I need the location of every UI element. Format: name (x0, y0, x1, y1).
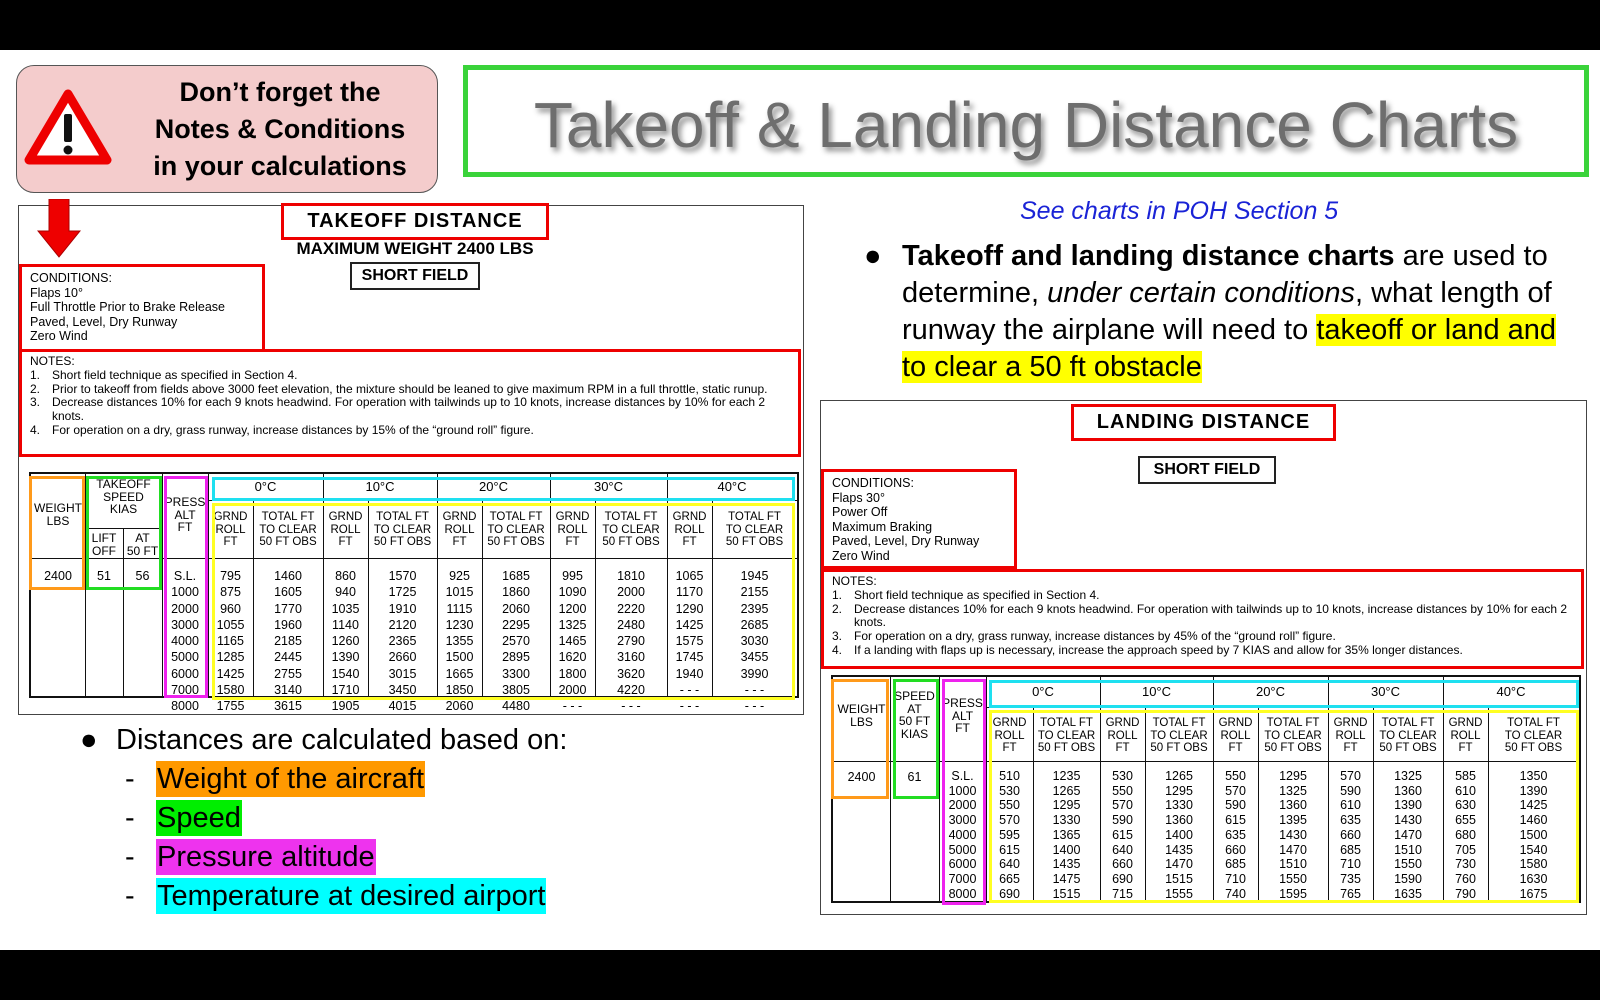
grnd-roll-header: GRND ROLL FT (672, 511, 707, 548)
total-distance-header: TOTAL FT TO CLEAR 50 FT OBS (1264, 717, 1322, 754)
italic-text: under certain conditions (1047, 277, 1355, 309)
total-distance-header: TOTAL FT TO CLEAR 50 FT OBS (487, 511, 545, 548)
note-number: 4. (832, 642, 843, 657)
distance-column: 995 1090 1200 1325 1465 1620 1800 2000 - - - (558, 569, 587, 714)
temp-header: 30°C (1370, 684, 1401, 699)
distance-column: 1235 1265 1295 1330 1365 1400 1435 1475 1515 (1052, 769, 1081, 901)
distance-column: 1810 2000 2220 2480 2790 3160 3620 4220 - - - (617, 569, 645, 714)
press-alt-header: PRESS ALT FT (164, 495, 206, 534)
note-text: For operation on a dry, grass runway, increase distances by 45% of the “ground roll” figure. (854, 629, 1336, 644)
title-frame (463, 65, 1589, 177)
condition-line: Flaps 10° (30, 285, 83, 300)
warning-line: Don’t forget the (179, 77, 381, 107)
note-text: Short field technique as specified in Section 4. (52, 367, 298, 382)
distance-column: 570 590 610 635 660 685 710 735 765 (1340, 769, 1361, 901)
distance-column: 1325 1360 1390 1430 1470 1510 1550 1590 1635 (1394, 769, 1422, 901)
note-number: 3. (30, 395, 41, 410)
note-text: Decrease distances 10% for each 9 knots headwind. For operation with tailwinds up to 10 knots, increase distances by 10% for each 2 knots. (52, 395, 766, 424)
temp-header: 10°C (1141, 684, 1172, 699)
total-distance-header: TOTAL FT TO CLEAR 50 FT OBS (1037, 717, 1096, 754)
grnd-roll-header: GRND ROLL FT (1448, 717, 1483, 754)
distance-column: 860 940 1035 1140 1260 1390 1540 1710 1905 (331, 569, 360, 714)
pressure-altitude-highlight (942, 679, 986, 905)
distance-column: 1460 1605 1770 1960 2185 2445 2755 3140 3615 (274, 569, 302, 714)
temp-header: 20°C (1255, 684, 1286, 699)
note-text: Short field technique as specified in Section 4. (854, 587, 1100, 602)
liftoff-speed-value: 51 (97, 569, 111, 583)
temp-header: 10°C (365, 479, 395, 494)
note-number: 3. (832, 629, 843, 644)
total-distance-header: TOTAL FT TO CLEAR 50 FT OBS (1379, 717, 1437, 754)
landing-conditions (821, 469, 1017, 569)
slide: Don’t forget the Notes & Conditions in your calculations Takeoff & Landing Distance Charts See charts in POH Section 5 ● Takeoff and landing distance charts are used to determine, under certain conditions, what length of runway the airplane will need to takeoff or land and to clear a 50 ft obstacle ● Distances are calculated based on: - Weight of the aircraft - Speed - Pressure altitude - Temperature at desired airport TAKEOFF DISTANCE MAXIMUM WEIGHT 2400 LBS SHORT FIELD CONDITIONS: Flaps 10° Full Throttle Prior to Brake Release Paved, Level, Dry Runway Zero Wind NOTES: 1. Short field technique as specified in Section 4. 2. Prior to takeoff from fields above 3000 feet elevation, the mixture should be leaned to give maximum RPM in a full throttle, static runup. 3. Decrease distances 10% for each 9 knots headwind. For operation with tailwinds up to 10 knots, increase distances by 10% for each 2 knots. 4. For operation on a dry, grass runway, increase distances by 15% of the “ground roll” figure. WEIGHT LBS TAKEOFF SPEED KIAS LIFT OFF AT 50 FT PRESS ALT FT 0°C 10°C 20°C 30°C 40°C GRND ROLL FT TOTAL FT TO CLEAR 50 FT OBS GRND ROLL FT TOTAL FT TO CLEAR 50 FT OBS GRND ROLL FT TOTAL FT TO CLEAR 50 FT OBS GRND ROLL FT TOTAL FT TO CLEAR 50 FT OBS GRND ROLL FT TOTAL FT TO CLEAR 50 FT OBS 2400 51 56 S.L. 1000 2000 3000 4000 5000 6000 7000 8000 795 875 960 1055 1165 1285 1425 1580 1755 1460 1605 1770 1960 2185 2445 2755 3140 3615 860 940 1035 1140 1260 1390 1540 1710 1905 1570 1725 1910 2120 2365 2660 3015 3450 4015 925 1015 1115 1230 1355 1500 1665 1850 2060 1685 1860 2060 2295 2570 2895 3300 3805 4480 995 1090 1200 1325 1465 1620 1800 2000 - - - 1810 2000 2220 2480 2790 3160 3620 4220 - - - 1065 1170 1290 1425 1575 1745 1940 - - - - - - 1945 2155 2395 2685 3030 3455 3990 - - - - - - LANDING DISTANCE SHORT FIELD CONDITIONS: Flaps 30° Power Off Maximum Braking Paved, Level, Dry Runway Zero Wind NOTES: 1. Short field technique as specified in Section 4. 2. Decrease distances 10% for each 9 knots headwind. For operation with tailwinds up to 10 knots, increase distances by 10% for each 2 knots. 3. For operation on a dry, grass runway, increase distances by 45% of the “ground roll” figure. 4. If a landing with flaps up is necessary, increase the approach speed by 7 KIAS and allow for 35% longer distances. WEIGHT LBS SPEED AT 50 FT KIAS PRESS ALT FT 0°C 10°C 20°C 30°C 40°C GRND ROLL FT TOTAL FT TO CLEAR 50 FT OBS GRND ROLL FT TOTAL FT TO CLEAR 50 FT OBS GRND ROLL FT TOTAL FT TO CLEAR 50 FT OBS GRND ROLL FT TOTAL FT TO CLEAR 50 FT OBS GRND ROLL FT TOTAL FT TO CLEAR 50 FT OBS 2400 61 S.L. 1000 2000 3000 4000 5000 6000 7000 8000 510 530 550 570 595 615 640 665 690 1235 1265 1295 1330 1365 1400 1435 1475 1515 530 550 570 590 615 640 660 690 715 1265 1295 1330 1360 1400 1435 1470 1515 1555 550 570 590 615 635 660 685 710 740 1295 1325 1360 1395 1430 1470 1510 1550 1595 570 590 610 635 660 685 710 735 765 1325 1360 1390 1430 1470 1510 1550 1590 1635 585 610 630 655 680 705 730 760 790 1350 1390 1425 1460 1500 1540 1580 1630 1675 (0, 50, 1600, 950)
total-distance-header: TOTAL FT TO CLEAR 50 FT OBS (373, 511, 432, 548)
takeoff-chart (18, 205, 804, 715)
distances-highlight (212, 503, 795, 700)
distance-column: 510 530 550 570 595 615 640 665 690 (999, 769, 1020, 901)
landing-title: LANDING DISTANCE (1071, 404, 1336, 441)
total-distance-header: TOTAL FT TO CLEAR 50 FT OBS (602, 511, 660, 548)
temp-header: 40°C (717, 479, 747, 494)
weight-header: WEIGHT LBS (837, 702, 886, 729)
bullet-text (902, 238, 1562, 386)
distance-column: 1065 1170 1290 1425 1575 1745 1940 - - - - - - (675, 569, 704, 714)
note-number: 1. (30, 367, 41, 382)
temp-header: 0°C (254, 479, 277, 494)
total-distance-header: TOTAL FT TO CLEAR 50 FT OBS (725, 511, 784, 548)
bullet-text: Distances are calculated based on: (116, 724, 568, 756)
note-number: 4. (30, 422, 41, 437)
speed-header: TAKEOFF SPEED KIAS (96, 477, 151, 516)
press-alt-header: PRESS ALT FT (942, 696, 983, 735)
condition-line: Zero Wind (30, 329, 88, 343)
weight-highlight (831, 679, 889, 799)
condition-line: Paved, Level, Dry Runway (832, 534, 980, 548)
total-distance-header: TOTAL FT TO CLEAR 50 FT OBS (1150, 717, 1208, 754)
condition-line: Paved, Level, Dry Runway (30, 314, 178, 329)
note-text: If a landing with flaps up is necessary, increase the approach speed by 7 KIAS and allow for 35% longer distances. (854, 642, 1463, 657)
pressure-altitude-column: S.L. 1000 2000 3000 4000 5000 6000 7000 8000 (948, 769, 977, 901)
weight-highlight (29, 476, 85, 590)
at50-speed-value: 56 (135, 569, 150, 583)
condition-line: Full Throttle Prior to Brake Release (30, 300, 225, 314)
temp-header: 0°C (1032, 684, 1054, 699)
note-text: Decrease distances 10% for each 9 knots headwind. For operation with tailwinds up to 10 knots, increase distances by 10% for each 2 knots. (854, 601, 1568, 630)
temperature-highlight (989, 680, 1579, 708)
note-text: For operation on a dry, grass runway, increase distances by 15% of the “ground roll” figure. (52, 422, 534, 437)
pressure-altitude-column: S.L. 1000 2000 3000 4000 5000 6000 7000 8000 (171, 569, 199, 714)
distance-column: 550 570 590 615 635 660 685 710 740 (1225, 769, 1246, 901)
grnd-roll-header: GRND ROLL FT (442, 511, 477, 548)
note-text: Prior to takeoff from fields above 3000 feet elevation, the mixture should be leaned to give maximum RPM in a full throttle, static runup. (52, 381, 768, 396)
page-title: Takeoff & Landing Distance Charts (533, 89, 1519, 161)
short-field-label: SHORT FIELD (350, 262, 480, 290)
down-arrow-icon (37, 199, 81, 259)
distance-column: 585 610 630 655 680 705 730 760 790 (1455, 769, 1476, 901)
temp-header: 30°C (593, 479, 624, 494)
note-number: 2. (832, 601, 843, 616)
grnd-roll-header: GRND ROLL FT (213, 511, 248, 548)
bullet-dot: ● (80, 724, 98, 756)
condition-line: CONDITIONS: (832, 476, 914, 490)
takeoff-notes (19, 349, 801, 457)
text: , what length of runway the airplane will need to (902, 277, 1552, 346)
temp-header: 20°C (478, 479, 509, 494)
distance-column: 1295 1325 1360 1395 1430 1470 1510 1550 1595 (1279, 769, 1307, 901)
speed-value: 61 (907, 770, 922, 784)
distance-column: 1570 1725 1910 2120 2365 2660 3015 3450 4015 (388, 569, 417, 714)
warning-callout (16, 65, 438, 193)
bold-text: Takeoff and landing distance charts (902, 240, 1395, 272)
total-distance-header: TOTAL FT TO CLEAR 50 FT OBS (1504, 717, 1563, 754)
distance-column: 925 1015 1115 1230 1355 1500 1665 1850 2060 (445, 569, 474, 714)
takeoff-conditions (19, 264, 265, 352)
factor-label: Pressure altitude (157, 841, 375, 873)
warning-icon (23, 88, 113, 168)
highlight-text: takeoff or land and to clear a 50 ft obstacle (902, 314, 1557, 383)
condition-line: CONDITIONS: (30, 271, 112, 285)
warning-line: in your calculations (153, 151, 407, 181)
distance-column: 1265 1295 1330 1360 1400 1435 1470 1515 1555 (1165, 769, 1193, 901)
liftoff-header: LIFT OFF (91, 531, 117, 558)
warning-text (125, 74, 435, 185)
distance-column: 530 550 570 590 615 640 660 690 715 (1112, 769, 1133, 901)
factor-label: Temperature at desired airport (157, 880, 546, 912)
text: are used to determine, (902, 240, 1548, 309)
grnd-roll-header: GRND ROLL FT (1105, 717, 1140, 754)
landing-table (831, 675, 1581, 903)
distance-column: 1945 2155 2395 2685 3030 3455 3990 - - - - - - (740, 569, 769, 714)
factor-label: Weight of the aircraft (157, 763, 425, 795)
speed-highlight (86, 476, 162, 590)
condition-line: Flaps 30° (832, 490, 885, 505)
distance-column: 795 875 960 1055 1165 1285 1425 1580 1755 (216, 569, 245, 714)
weight-value: 2400 (847, 770, 876, 784)
factor-label: Speed (157, 802, 241, 834)
condition-line: Zero Wind (832, 548, 890, 563)
grnd-roll-header: GRND ROLL FT (555, 511, 590, 548)
reference-link: See charts in POH Section 5 (1020, 197, 1339, 225)
takeoff-title: TAKEOFF DISTANCE (281, 203, 549, 240)
grnd-roll-header: GRND ROLL FT (992, 717, 1027, 754)
grnd-roll-header: GRND ROLL FT (1218, 717, 1253, 754)
distance-column: 1685 1860 2060 2295 2570 2895 3300 3805 4480 (502, 569, 530, 714)
landing-notes (821, 569, 1584, 669)
total-distance-header: TOTAL FT TO CLEAR 50 FT OBS (259, 511, 317, 548)
temperature-highlight (212, 477, 795, 501)
notes-header: NOTES: (832, 574, 877, 588)
short-field-label: SHORT FIELD (1138, 456, 1276, 484)
temp-header: 40°C (1496, 684, 1526, 699)
landing-chart (820, 400, 1587, 915)
speed-header: SPEED AT 50 FT KIAS (894, 689, 935, 741)
weight-value: 2400 (44, 569, 72, 583)
warning-line: Notes & Conditions (154, 114, 406, 144)
takeoff-table (29, 472, 799, 714)
condition-line: Maximum Braking (832, 519, 933, 534)
weight-header: WEIGHT LBS (34, 501, 82, 528)
note-number: 2. (30, 381, 41, 396)
grnd-roll-header: GRND ROLL FT (328, 511, 363, 548)
speed-highlight (893, 679, 939, 799)
distance-column: 1350 1390 1425 1460 1500 1540 1580 1630 1675 (1519, 769, 1548, 901)
notes-header: NOTES: (30, 354, 75, 368)
grnd-roll-header: GRND ROLL FT (1333, 717, 1368, 754)
distances-highlight (989, 710, 1579, 903)
bullet-dot: ● (864, 240, 882, 272)
pressure-altitude-highlight (164, 476, 208, 698)
at50-header: AT 50 FT (126, 531, 159, 558)
condition-line: Power Off (832, 505, 888, 519)
takeoff-subtitle: MAXIMUM WEIGHT 2400 LBS (296, 239, 534, 258)
note-number: 1. (832, 587, 843, 602)
